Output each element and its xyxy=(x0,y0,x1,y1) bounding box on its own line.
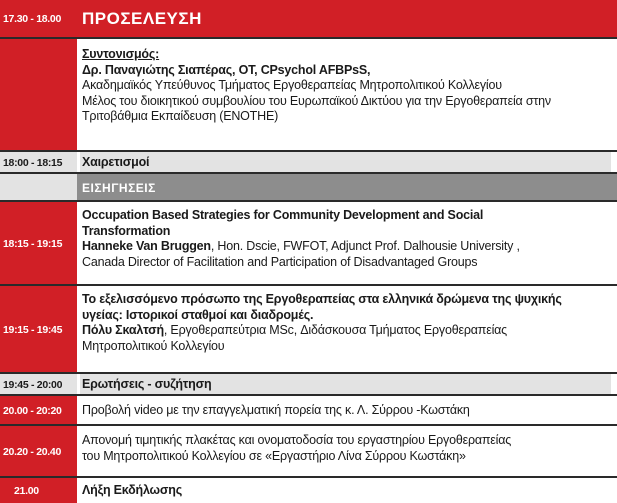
coordinator-name: Δρ. Παναγιώτης Σιαπέρας, ΟΤ, CPsychol AFBPsS, xyxy=(82,62,371,77)
row-questions xyxy=(0,372,617,396)
greetings-text: Χαιρετισμοί xyxy=(80,152,611,174)
time-slot: 21.00 xyxy=(0,478,77,503)
speaker-credentials: , Hon. Dscie, FWFOT, Adjunct Prof. Dalhousie University , xyxy=(210,239,520,254)
time-slot: 17.30 - 18.00 xyxy=(0,0,77,37)
coordination-block xyxy=(80,39,611,152)
time-slot: 19:15 - 19:45 xyxy=(0,286,77,374)
speaker-name: Hanneke Van Bruggen xyxy=(82,239,211,254)
time-slot xyxy=(0,39,77,152)
speaker-role: Μητροπολιτικού Κολλεγίου xyxy=(82,338,225,353)
questions-text: Ερωτήσεις - συζήτηση xyxy=(80,374,611,396)
speaker-name: Πόλυ Σκαλτσή xyxy=(82,323,164,338)
row-arrival xyxy=(0,0,617,37)
talk-1 xyxy=(80,202,611,286)
talk-title: Occupation Based Strategies for Community Development and Social xyxy=(82,208,484,222)
talk-title-2: Transformation xyxy=(82,223,171,238)
speaker-line xyxy=(82,239,611,255)
award-line-1: Απονομή τιμητικής πλακέτας και ονοματοδοσία του εργαστηρίου Εργοθεραπείας xyxy=(82,433,512,447)
talk-title: Το εξελισσόμενο πρόσωπο της Εργοθεραπείας στα ελληνικά δρώμενα της ψυχικής xyxy=(82,292,562,306)
time-slot: 19:45 - 20:00 xyxy=(0,374,77,396)
coordinator-board: Μέλος του διοικητικού συμβουλίου του Ευρωπαϊκού Δικτύου για την Εργοθεραπεία στην xyxy=(82,93,551,108)
speaker-credentials: , Εργοθεραπεύτρια MSc, Διδάσκουσα Τμήματος Εργοθεραπείας xyxy=(163,323,507,338)
coordinator-board-2: Τριτοβάθμια Εκπαίδευση (ENOTHE) xyxy=(82,109,279,124)
talk-title-2: υγείας: Ιστορικοί σταθμοί και διαδρομές. xyxy=(82,307,314,322)
section-title-presentations: ΕΙΣΗΓΗΣΕΙΣ xyxy=(77,174,617,202)
end-text: Λήξη Εκδήλωσης xyxy=(82,482,183,497)
row-coordination xyxy=(0,37,617,152)
row-video xyxy=(0,394,617,426)
section-title-arrival: ΠΡΟΣΕΛΕΥΣΗ xyxy=(77,0,617,37)
row-end xyxy=(0,476,617,503)
row-greetings xyxy=(0,150,617,174)
coordination-heading: Συντονισμός: xyxy=(82,47,160,61)
coordinator-role: Ακαδημαϊκός Υπεύθυνος Τμήματος Εργοθεραπείας Μητροπολιτικού Κολλεγίου xyxy=(82,78,502,93)
video-text: Προβολή video με την επαγγελματική πορεία της κ. Λ. Σύρρου -Κωστάκη xyxy=(82,403,470,418)
award-block xyxy=(80,426,611,478)
speaker-line xyxy=(82,323,611,339)
time-slot: 20.20 - 20.40 xyxy=(0,426,77,478)
time-slot: 20.00 - 20:20 xyxy=(0,396,77,426)
award-line-2: του Μητροπολιτικού Κολλεγίου σε «Εργαστήριο Λίνα Σύρρου Κωστάκη» xyxy=(82,448,466,463)
row-award xyxy=(0,424,617,478)
talk-2 xyxy=(80,286,611,374)
speaker-role: Canada Director of Facilitation and Participation of Disadvantaged Groups xyxy=(82,254,478,269)
time-slot: 18:00 - 18:15 xyxy=(0,152,77,174)
row-talk-2 xyxy=(0,284,617,374)
row-presentations xyxy=(0,172,617,202)
time-slot xyxy=(0,174,77,202)
row-talk-1 xyxy=(0,200,617,286)
time-slot: 18:15 - 19:15 xyxy=(0,202,77,286)
